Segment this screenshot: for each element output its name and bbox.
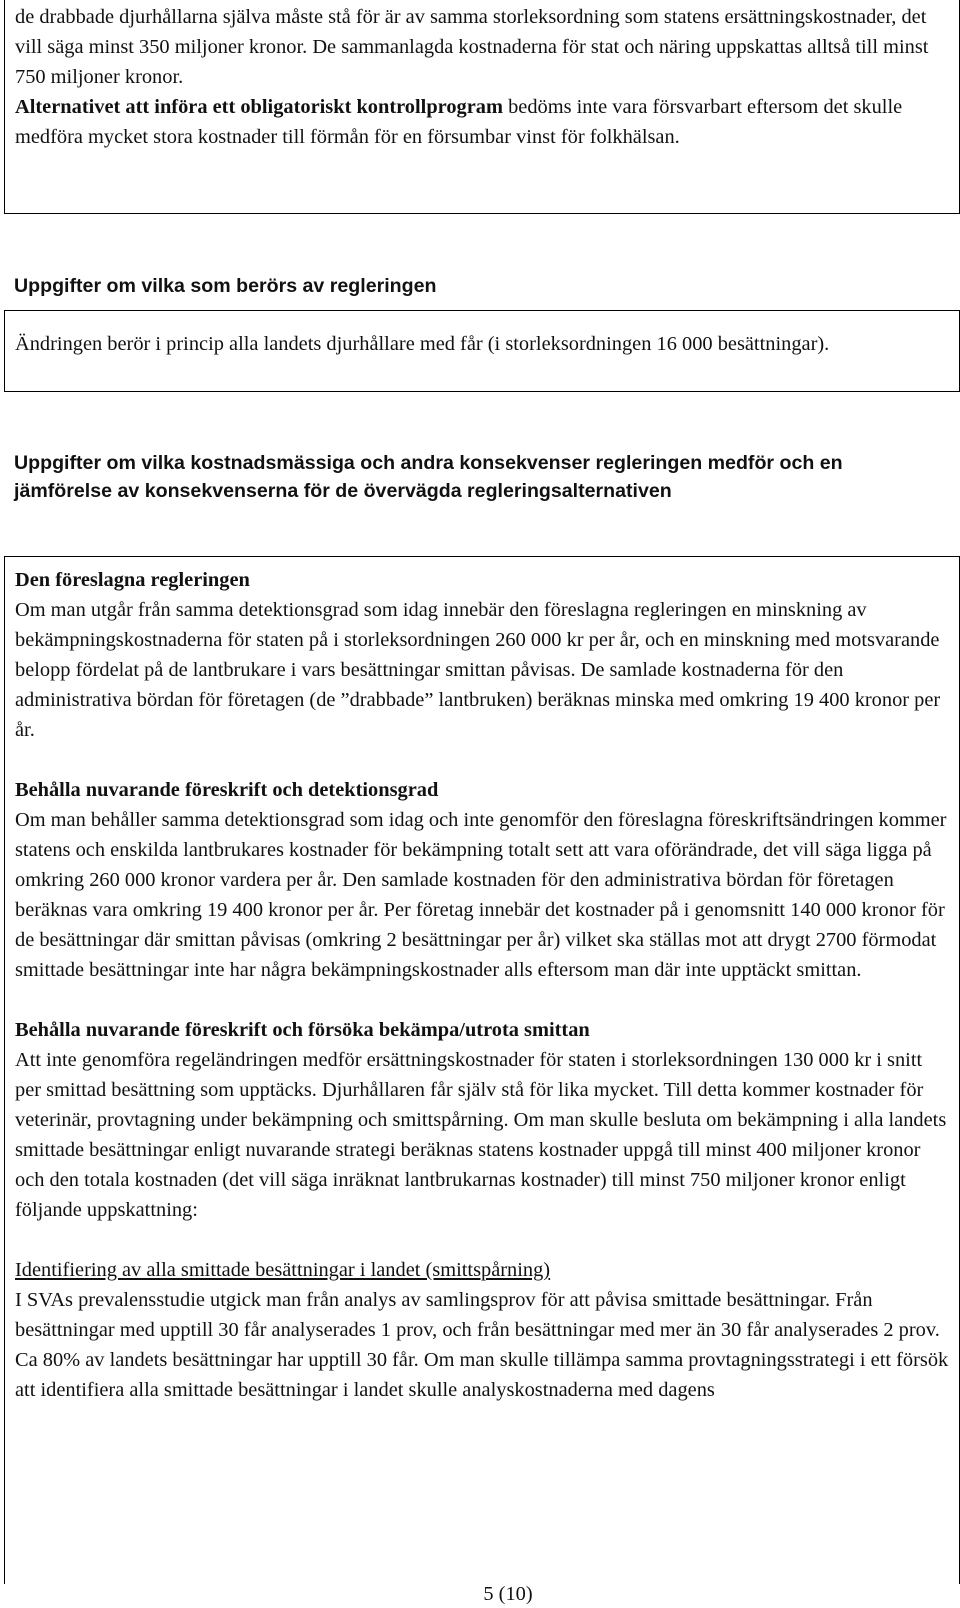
alternative-paragraph bbox=[15, 92, 949, 152]
section-text-keep-current-detection: Om man behåller samma detektionsgrad som idag och inte genomför den föreslagna föreskriftsändringen kommer statens och enskilda lantbrukares kostnader för bekämpning totalt sett att vara oförändrade, det vill säga ligga på omkring 260 000 kronor vardera per år. Den samlade kostnaden för den administrativa bördan för företagen beräknas vara omkring 19 400 kronor per år. Per företag innebär det kostnader på i genomsnitt 140 000 kronor för de besättningar där smittan påvisas (omkring 2 besättningar per år) vilket ska ställas mot att drygt 2700 förmodat smittade besättningar inte har några bekämpningskostnader alls eftersom man där inte upptäckt smittan. bbox=[15, 809, 947, 981]
heading-affected-parties: Uppgifter om vilka som berörs av regleringen bbox=[14, 275, 437, 297]
section-text-eradicate-infection: Att inte genomföra regeländringen medför ersättningskostnader för staten i storleksordningen 130 000 kr i snitt per smittad besättning som upptäcks. Djurhållaren får själv stå för lika mycket. Till detta kommer kostnader för veterinär, provtagning under bekämpning och smittspårning. Om man skulle besluta om bekämpning i alla landets smittade besättningar enligt nuvarande strategi beräknas statens kostnader uppgå till minst 400 miljoner kronor och den totala kostnaden (det vill säga inräknat lantbrukarnas kostnader) till minst 750 miljoner kronor enligt följande uppskattning: bbox=[15, 1049, 947, 1221]
alternative-bold-lead: Alternativet att införa ett obligatoriskt kontrollprogram bbox=[15, 96, 503, 118]
alternative-text: bedöms inte vara försvarbart eftersom det skulle medföra mycket stora kostnader till förmån för en försumbar vinst för folkhälsan. bbox=[15, 96, 903, 148]
cost-summary-paragraph: de drabbade djurhållarna själva måste stå för är av samma storleksordning som statens ersättningskostnader, det vill säga minst 350 miljoner kronor. De sammanlagda kostnaderna för stat och näring uppskattas alltså till minst 750 miljoner kronor. bbox=[15, 6, 929, 88]
affected-parties-box bbox=[4, 310, 960, 392]
section-title-proposed-regulation: Den föreslagna regleringen bbox=[15, 569, 250, 591]
section-title-eradicate-infection: Behålla nuvarande föreskrift och försöka bekämpa/utrota smittan bbox=[15, 1019, 590, 1041]
section-text-proposed-regulation: Om man utgår från samma detektionsgrad som idag innebär den föreslagna regleringen en minskning av bekämpningskostnaderna för staten på i storleksordningen 260 000 kr per år, och en minskning med motsvarande belopp fördelat på de lantbrukare i vars besättningar smittan påvisas. De samlade kostnaderna för den administrativa bördan för företagen (de ”drabbade” lantbruken) beräknas minska med omkring 19 400 kronor per år. bbox=[15, 599, 941, 741]
section-text-contact-tracing: I SVAs prevalensstudie utgick man från analys av samlingsprov för att påvisa smittade besättningar. Från besättningar med upptill 30 får analyserades 1 prov, och från besättningar med mer än 30 får analyserades 2 prov. Ca 80% av landets besättningar har upptill 30 får. Om man skulle tillämpa samma provtagningsstrategi i ett försök att identifiera alla smittade besättningar i landet skulle analyskostnaderna med dagens bbox=[15, 1289, 949, 1401]
consequences-box bbox=[4, 556, 960, 1584]
heading-consequences: Uppgifter om vilka kostnadsmässiga och andra konsekvenser regleringen medför och en jämförelse av konsekvenserna för de övervägda regleringsalternativen bbox=[14, 452, 843, 502]
section-title-contact-tracing: Identifiering av alla smittade besättningar i landet (smittspårning) bbox=[15, 1259, 551, 1281]
page-number: 5 (10) bbox=[483, 1583, 533, 1605]
affected-parties-text: Ändringen berör i princip alla landets djurhållare med får (i storleksordningen 16 000 besättningar). bbox=[15, 333, 830, 355]
summary-box bbox=[4, 0, 960, 214]
section-title-keep-current-detection: Behålla nuvarande föreskrift och detektionsgrad bbox=[15, 779, 439, 801]
